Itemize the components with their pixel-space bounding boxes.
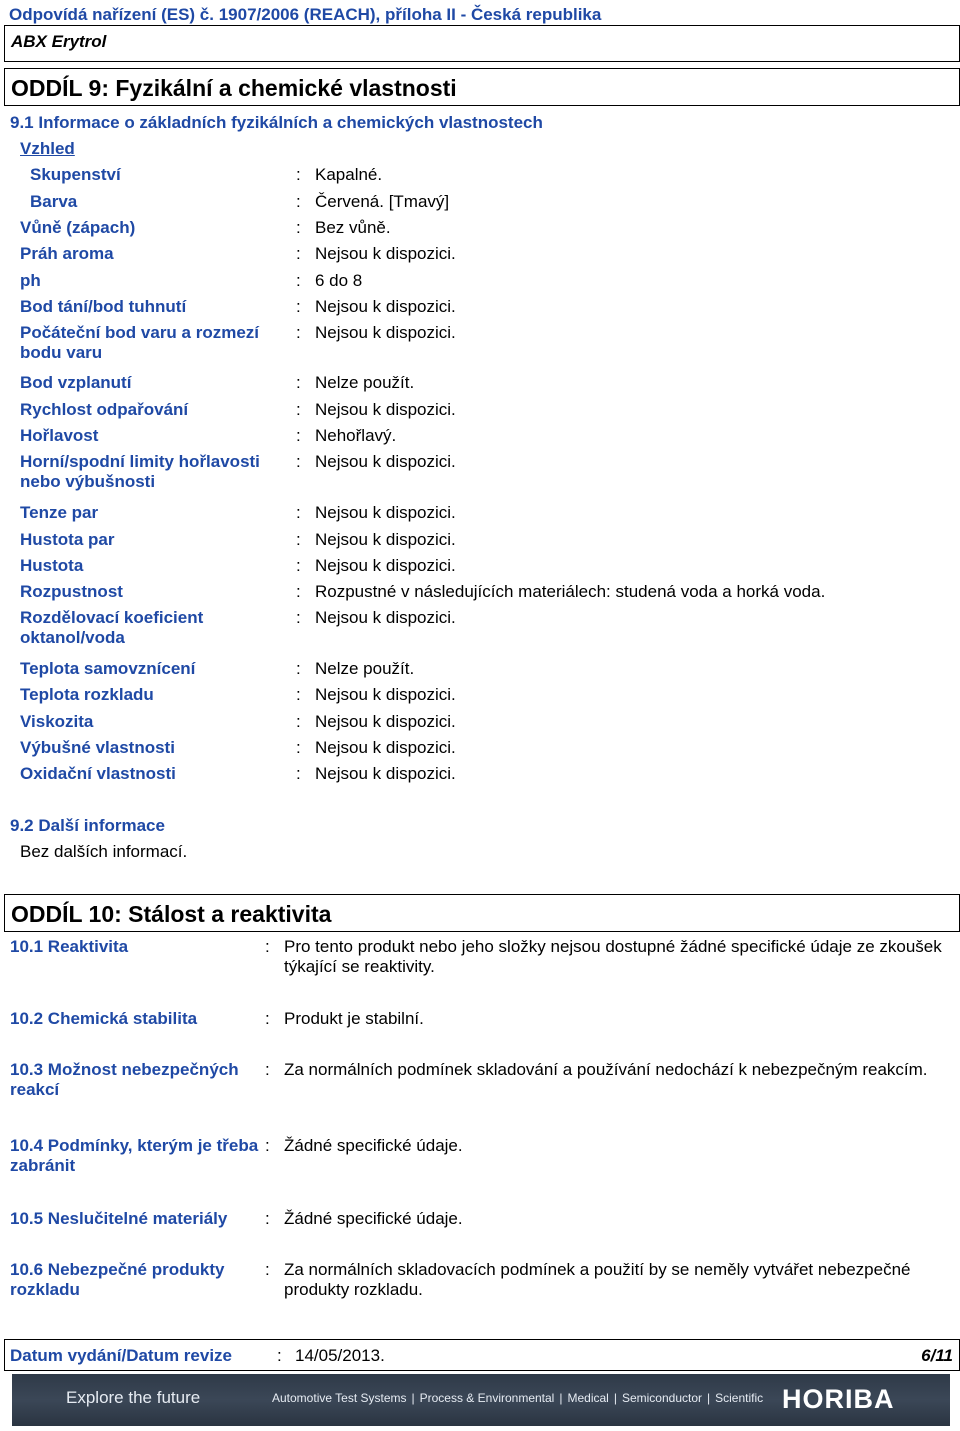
property-colon: : bbox=[296, 218, 301, 237]
section-9-title-box bbox=[4, 68, 960, 106]
reactivity-label: 10.6 Nebezpečné produkty rozkladu bbox=[10, 1260, 225, 1299]
property-colon: : bbox=[296, 271, 301, 290]
property-colon: : bbox=[296, 556, 301, 575]
reactivity-value: Za normálních podmínek skladování a používání nedochází k nebezpečným reakcím. bbox=[284, 1060, 928, 1079]
reactivity-value: Žádné specifické údaje. bbox=[284, 1209, 463, 1228]
property-label: Horní/spodní limity hořlavosti nebo výbušnosti bbox=[20, 452, 260, 491]
property-value: Nejsou k dispozici. bbox=[315, 503, 456, 522]
property-colon: : bbox=[296, 400, 301, 419]
section-10-title-box bbox=[4, 894, 960, 932]
property-value: Nelze použít. bbox=[315, 659, 415, 678]
property-value: Nejsou k dispozici. bbox=[315, 764, 456, 783]
property-colon: : bbox=[296, 165, 301, 184]
reactivity-colon: : bbox=[265, 1136, 270, 1155]
section-9-title: ODDÍL 9: Fyzikální a chemické vlastnosti bbox=[11, 75, 457, 101]
property-label: Skupenství bbox=[30, 165, 121, 184]
banner-separator: | bbox=[613, 1391, 617, 1405]
property-colon: : bbox=[296, 323, 301, 342]
reactivity-label: 10.2 Chemická stabilita bbox=[10, 1009, 198, 1028]
reactivity-colon: : bbox=[265, 1260, 270, 1279]
product-name: ABX Erytrol bbox=[11, 32, 107, 51]
subsection-9-2-title: 9.2 Další informace bbox=[10, 816, 165, 835]
property-value: Nehořlavý. bbox=[315, 426, 397, 445]
appearance-heading: Vzhled bbox=[20, 139, 75, 158]
property-colon: : bbox=[296, 244, 301, 263]
property-value: Nejsou k dispozici. bbox=[315, 556, 456, 575]
property-value: Nejsou k dispozici. bbox=[315, 452, 456, 471]
footer-box bbox=[4, 1339, 960, 1371]
banner-link[interactable]: Medical bbox=[567, 1391, 609, 1405]
banner-link[interactable]: Scientific bbox=[715, 1391, 764, 1405]
property-value: Bez vůně. bbox=[315, 218, 391, 237]
property-colon: : bbox=[296, 685, 301, 704]
property-value: Nejsou k dispozici. bbox=[315, 297, 456, 316]
property-colon: : bbox=[296, 192, 301, 211]
property-label: Viskozita bbox=[20, 712, 94, 731]
property-label: Tenze par bbox=[20, 503, 99, 522]
banner-link[interactable]: Process & Environmental bbox=[419, 1391, 555, 1405]
property-value: Nejsou k dispozici. bbox=[315, 323, 456, 342]
property-label: Hustota par bbox=[20, 530, 115, 549]
property-label: Rozdělovací koeficient oktanol/voda bbox=[20, 608, 204, 647]
subsection-9-2-text: Bez dalších informací. bbox=[20, 842, 188, 861]
property-value: Nejsou k dispozici. bbox=[315, 738, 456, 757]
property-label: Rychlost odpařování bbox=[20, 400, 189, 419]
reactivity-value: Produkt je stabilní. bbox=[284, 1009, 424, 1028]
property-colon: : bbox=[296, 738, 301, 757]
property-label: Rozpustnost bbox=[20, 582, 123, 601]
banner-link[interactable]: Semiconductor bbox=[621, 1391, 703, 1405]
reactivity-colon: : bbox=[265, 1009, 270, 1028]
property-colon: : bbox=[296, 659, 301, 678]
horiba-banner bbox=[12, 1374, 950, 1426]
property-colon: : bbox=[296, 608, 301, 627]
reactivity-colon: : bbox=[265, 1060, 270, 1079]
property-label: Bod tání/bod tuhnutí bbox=[20, 297, 187, 316]
footer-colon: : bbox=[277, 1346, 282, 1365]
banner-separator: | bbox=[707, 1391, 711, 1405]
property-label: Bod vzplanutí bbox=[20, 373, 132, 392]
section-10-title: ODDÍL 10: Stálost a reaktivita bbox=[11, 901, 332, 927]
property-colon: : bbox=[296, 297, 301, 316]
footer-date-value: 14/05/2013. bbox=[295, 1346, 385, 1365]
property-label: Oxidační vlastnosti bbox=[20, 764, 176, 783]
property-label: Práh aroma bbox=[20, 244, 114, 263]
reactivity-colon: : bbox=[265, 1209, 270, 1228]
page-number: 6/11 bbox=[921, 1346, 953, 1365]
footer-date-label: Datum vydání/Datum revize bbox=[10, 1346, 233, 1365]
reactivity-value: Za normálních skladovacích podmínek a použití by se neměly vytvářet nebezpečné produkty rozkladu. bbox=[284, 1260, 911, 1299]
banner-separator: | bbox=[411, 1391, 415, 1405]
reactivity-label: 10.5 Neslučitelné materiály bbox=[10, 1209, 228, 1228]
property-value: Červená. [Tmavý] bbox=[315, 192, 450, 211]
property-colon: : bbox=[296, 712, 301, 731]
property-colon: : bbox=[296, 452, 301, 471]
property-colon: : bbox=[296, 582, 301, 601]
banner-links bbox=[272, 1391, 763, 1405]
banner-slogan: Explore the future bbox=[66, 1388, 201, 1407]
property-value: Rozpustné v následujících materiálech: studená voda a horká voda. bbox=[315, 582, 826, 601]
reactivity-value: Žádné specifické údaje. bbox=[284, 1136, 463, 1155]
property-value: Nejsou k dispozici. bbox=[315, 608, 456, 627]
property-label: Hořlavost bbox=[20, 426, 99, 445]
property-colon: : bbox=[296, 530, 301, 549]
product-name-box bbox=[4, 25, 960, 62]
property-value: Nejsou k dispozici. bbox=[315, 244, 456, 263]
banner-link[interactable]: Automotive Test Systems bbox=[272, 1391, 407, 1405]
regulation-header: Odpovídá nařízení (ES) č. 1907/2006 (REACH), příloha II - Česká republika bbox=[9, 5, 602, 24]
property-label: Počáteční bod varu a rozmezí bodu varu bbox=[20, 323, 260, 362]
subsection-9-1-title: 9.1 Informace o základních fyzikálních a chemických vlastnostech bbox=[10, 113, 543, 132]
property-label: Výbušné vlastnosti bbox=[20, 738, 175, 757]
property-label: Teplota samovznícení bbox=[20, 659, 196, 678]
property-value: 6 do 8 bbox=[315, 271, 363, 290]
property-label: Teplota rozkladu bbox=[20, 685, 154, 704]
reactivity-label: 10.1 Reaktivita bbox=[10, 937, 129, 956]
horiba-logo: HORIBA bbox=[782, 1384, 895, 1414]
banner-separator: | bbox=[559, 1391, 563, 1405]
property-colon: : bbox=[296, 373, 301, 392]
property-value: Nejsou k dispozici. bbox=[315, 400, 456, 419]
property-colon: : bbox=[296, 426, 301, 445]
property-value: Nejsou k dispozici. bbox=[315, 685, 456, 704]
property-label: Hustota bbox=[20, 556, 84, 575]
property-label: ph bbox=[20, 271, 41, 290]
property-label: Vůně (zápach) bbox=[20, 218, 136, 237]
reactivity-label: 10.4 Podmínky, kterým je třeba zabránit bbox=[10, 1136, 259, 1175]
property-label: Barva bbox=[30, 192, 78, 211]
property-value: Nelze použít. bbox=[315, 373, 415, 392]
reactivity-value: Pro tento produkt nebo jeho složky nejsou dostupné žádné specifické údaje ze zkoušek týkající se reaktivity. bbox=[284, 937, 942, 976]
property-colon: : bbox=[296, 764, 301, 783]
property-value: Nejsou k dispozici. bbox=[315, 712, 456, 731]
property-value: Nejsou k dispozici. bbox=[315, 530, 456, 549]
property-colon: : bbox=[296, 503, 301, 522]
property-value: Kapalné. bbox=[315, 165, 383, 184]
reactivity-label: 10.3 Možnost nebezpečných reakcí bbox=[10, 1060, 239, 1099]
reactivity-colon: : bbox=[265, 937, 270, 956]
